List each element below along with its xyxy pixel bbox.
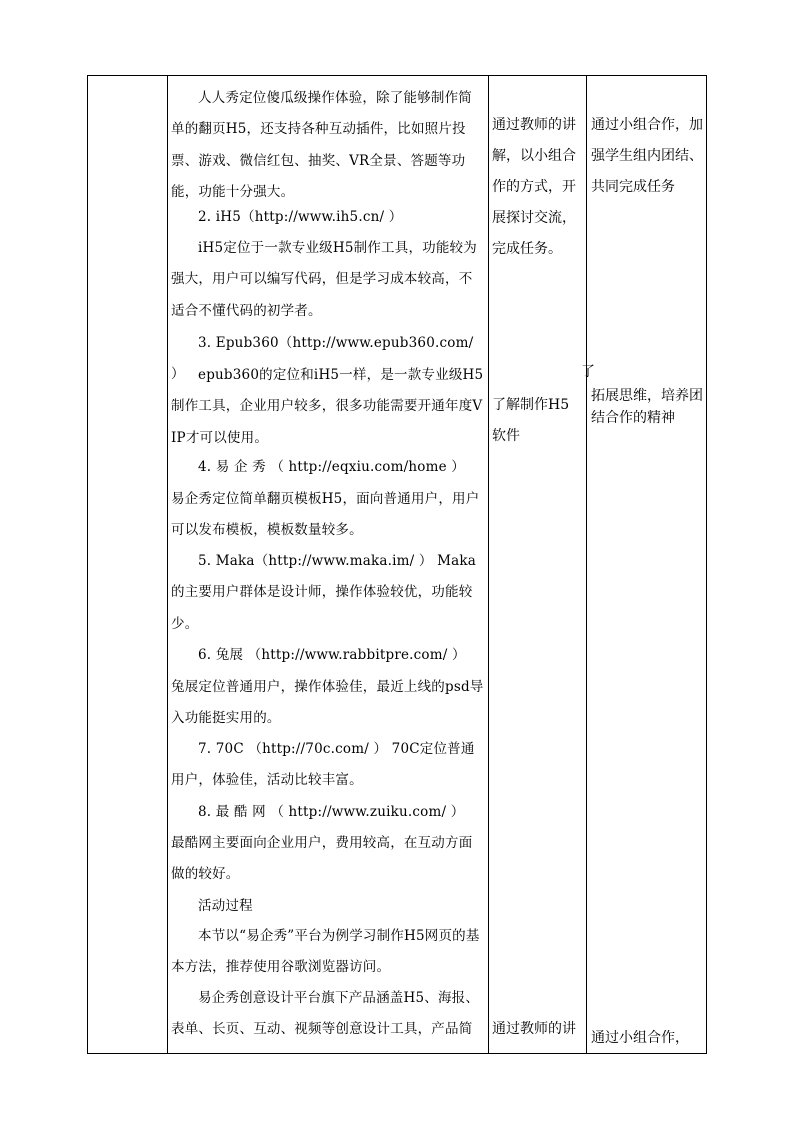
- paragraph-activity-intro: 本节以“易企秀”平台为例学习制作H5网页的基本方法，推荐使用谷歌浏览器访问。: [171, 928, 480, 976]
- paragraph-rabbitpre: 兔展定位普通用户，操作体验佳，最近上线的psd导入功能挺实用的。: [171, 679, 484, 727]
- teacher-activity-text-2: 了解制作H5软件: [492, 397, 570, 444]
- paragraph-maka: 5. Maka（http://www.maka.im/ ） Maka的主要用户群体是设计师，操作体验较优，功能较少。: [171, 553, 476, 632]
- paragraph-renrenxiu: 人人秀定位傻瓜级操作体验，除了能够制作简单的翻页H5，还支持各种互动插件，比如照片投票、游戏、微信红包、抽奖、VR全景、答题等功能，功能十分强大。: [171, 90, 472, 201]
- design-intent-text-2: 拓展思维，培养团结合作的精神: [591, 388, 703, 426]
- column-divider-1: [167, 76, 168, 1053]
- paragraph-eqxiu-platform: 易企秀创意设计平台旗下产品涵盖H5、海报、表单、长页、互动、视频等创意设计工具，产品简: [171, 990, 480, 1038]
- lesson-table: [87, 75, 707, 1054]
- teacher-activity-text-1: 通过教师的讲解，以小组合作的方式，开展探讨交流，完成任务。: [492, 117, 576, 257]
- design-intent-cell: [591, 76, 704, 1053]
- item-ih5-heading: 2. iH5（http://www.ih5.cn/ ）: [198, 209, 403, 225]
- stray-character: 了: [581, 364, 595, 380]
- design-intent-text-3: 通过小组合作，: [591, 1030, 689, 1046]
- column-divider-2: [488, 76, 489, 1053]
- teacher-activity-text-3: 通过教师的讲: [492, 1021, 576, 1037]
- paragraph-70c: 7. 70C （http://70c.com/ ） 70C定位普通用户，体验佳，活动比较丰富。: [171, 741, 475, 789]
- paragraph-epub360: epub360的定位和iH5一样，是一款专业级H5制作工具，企业用户较多，很多功能需要开通年度VIP才可以使用。: [171, 367, 484, 446]
- item-zuiku-heading: 8. 最 酷 网 （ http://www.zuiku.com/ ）: [198, 804, 465, 820]
- item-epub360-heading: 3. Epub360（http://www.epub360.com/ ）: [171, 335, 474, 383]
- activity-process-heading: 活动过程: [198, 898, 253, 914]
- design-intent-text-1: 通过小组合作，加强学生组内团结、共同完成任务: [591, 117, 703, 195]
- teacher-activity-cell: [492, 76, 582, 1053]
- item-eqxiu-heading: 4. 易 企 秀 （ http://eqxiu.com/home ）: [198, 459, 465, 475]
- paragraph-zuiku: 最酷网主要面向企业用户，费用较高，在互动方面做的较好。: [171, 835, 473, 883]
- column-divider-3: [586, 76, 587, 1053]
- teaching-content-cell: [171, 76, 484, 1053]
- paragraph-eqxiu: 易企秀定位简单翻页模板H5，面向普通用户，用户可以发布模板，模板数量较多。: [171, 491, 480, 539]
- item-rabbitpre-heading: 6. 兔展 （http://www.rabbitpre.com/ ）: [198, 647, 466, 663]
- paragraph-ih5: iH5定位于一款专业级H5制作工具，功能较为强大，用户可以编写代码，但是学习成本较高，不适合不懂代码的初学者。: [171, 240, 477, 319]
